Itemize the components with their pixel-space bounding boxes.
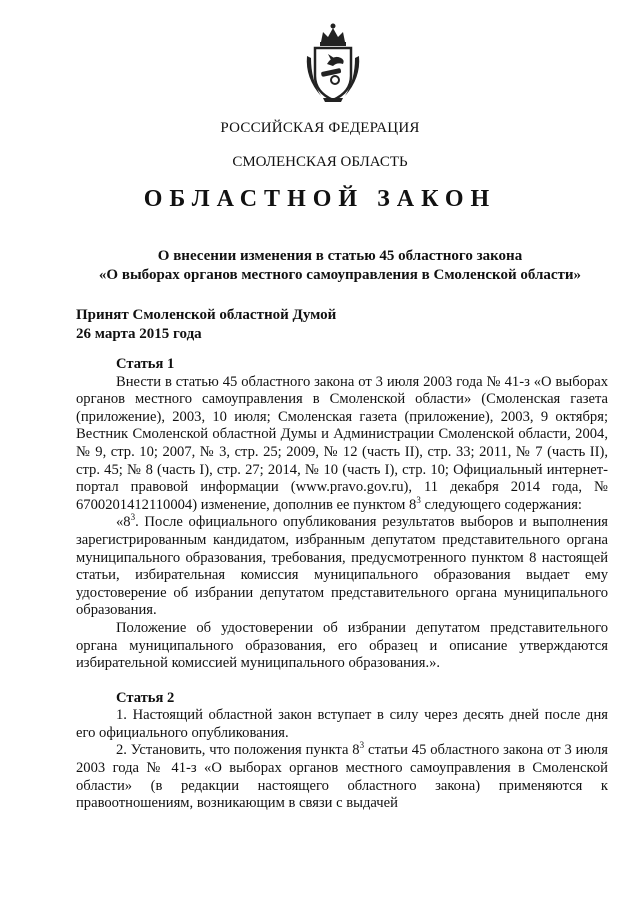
article-1-p2-start: «8: [116, 514, 131, 531]
article-1-p1-text-end: следующего содержания:: [420, 496, 582, 513]
law-body: [76, 356, 608, 813]
article-2-p2-text: статьи 45 областного закона от 3 июля 2003 года № 41-з «О выборах органов местного самоуправления в Смоленской области» (в редакции настоящего областного закона) применяются к правоотношениям, возникающим в связи с выдачей: [76, 742, 608, 812]
article-1-paragraph-1: [76, 374, 608, 515]
article-1-p1-sup: 3: [416, 494, 421, 505]
law-subject: [60, 247, 620, 285]
adopted-by: Принят Смоленской областной Думой: [76, 307, 337, 323]
article-2-paragraph-1: 1. Настоящий областной закон вступает в силу через десять дней после дня его официального опубликования.: [76, 707, 608, 741]
smolensk-coat-of-arms-icon: [301, 20, 365, 104]
article-2-p2-sup: 3: [359, 740, 365, 751]
article-1-p2-text: . После официального опубликования результатов выборов и выполнения зарегистрированным кандидатом, избранным депутатом представительного органа муниципального образования, требования, предусмотренного пунктом 8 настоящей статьи, избирательная комиссия муниципального образования выдает ему удостоверение об избрании депутатом представительного органа муниципального образования.: [76, 514, 608, 619]
law-title: ОБЛАСТНОЙ ЗАКОН: [143, 186, 497, 212]
region-heading: СМОЛЕНСКАЯ ОБЛАСТЬ: [232, 154, 408, 170]
article-1-paragraph-3: Положение об удостоверении об избрании депутатом представительного органа муниципального образования, его образец и описание утверждаются избирательной комиссией муниципального образования.».: [76, 619, 608, 672]
article-2-paragraph-2: [76, 742, 608, 812]
article-2-p2-start: 2. Установить, что положения пункта 8: [116, 742, 360, 759]
adoption-info: [76, 306, 336, 344]
federation-heading: РОССИЙСКАЯ ФЕДЕРАЦИЯ: [220, 120, 420, 136]
article-2-heading: Статья 2: [116, 689, 175, 706]
subject-line-1: О внесении изменения в статью 45 областного закона: [157, 248, 523, 264]
article-1-heading: Статья 1: [116, 356, 175, 372]
article-1-p1-text: Внести в статью 45 областного закона от 3 июля 2003 года № 41-з «О выборах органов местного самоуправления в Смоленской области» (Смоленская газета (приложение), 2003, 10 июля; Смоленская газета (приложение), 2003, 9 октября; Вестник Смоленской областной Думы и Администрации Смоленской области, 2004, № 9, стр. 10; 2007, № 3, стр. 25; 2009, № 12 (часть II), стр. 33; 2011, № 7 (часть II), стр. 45; № 8 (часть I), стр. 27; 2014, № 10 (часть I), стр. 10; Официальный интернет-портал правовой информации (www.pravo.gov.ru), 11 декабря 2014 года, № 6700201412110004) изменение, дополнив ее пунктом 8: [76, 373, 608, 513]
subject-line-2: «О выборах органов местного самоуправления в Смоленской области»: [98, 267, 582, 283]
article-1-paragraph-2: [76, 514, 608, 620]
adopted-date: 26 марта 2015 года: [76, 326, 202, 342]
spacer: [76, 673, 608, 690]
article-1-p2-sup: 3: [130, 512, 136, 523]
